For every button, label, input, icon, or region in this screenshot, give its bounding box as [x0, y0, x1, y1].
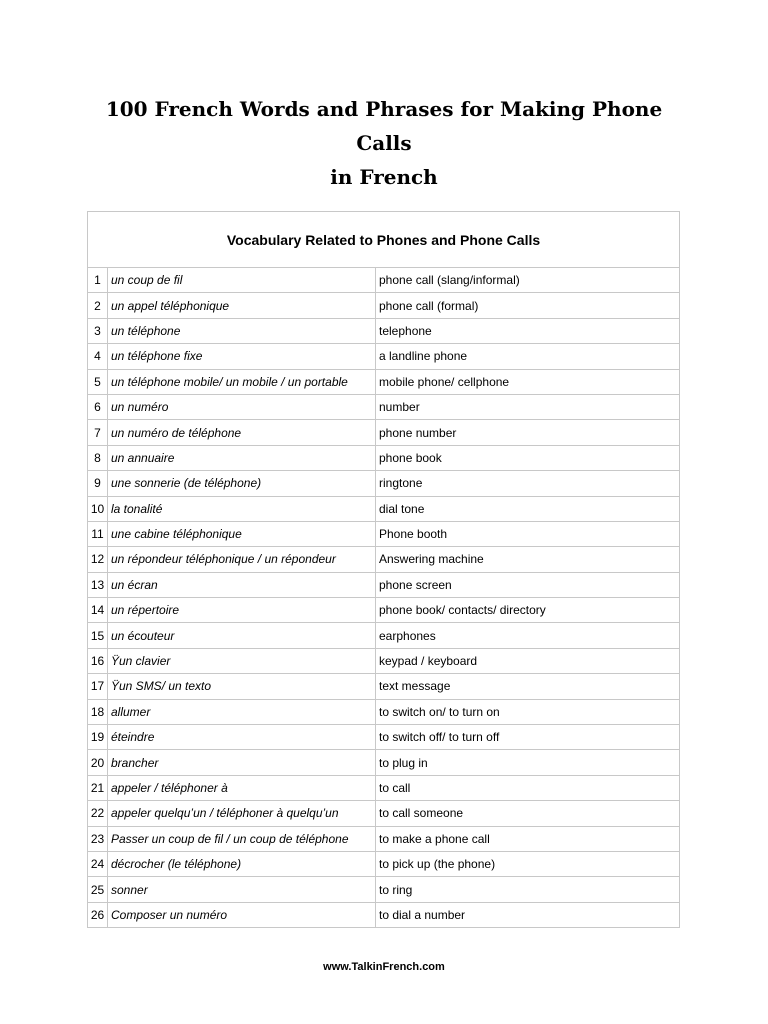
row-number: 19: [88, 725, 108, 750]
table-row: [88, 699, 680, 724]
table-row: [88, 496, 680, 521]
row-number: 14: [88, 598, 108, 623]
table-row: [88, 471, 680, 496]
page-title: [84, 92, 684, 194]
row-number: 17: [88, 674, 108, 699]
french-term: un coup de fil: [108, 268, 376, 293]
table-row: [88, 598, 680, 623]
english-translation: phone book: [376, 445, 680, 470]
row-number: 24: [88, 851, 108, 876]
french-term: un écran: [108, 572, 376, 597]
table-row: [88, 851, 680, 876]
french-term: une cabine téléphonique: [108, 521, 376, 546]
english-translation: to dial a number: [376, 902, 680, 927]
table-heading: Vocabulary Related to Phones and Phone Calls: [88, 212, 680, 268]
english-translation: to make a phone call: [376, 826, 680, 851]
row-number: 20: [88, 750, 108, 775]
row-number: 22: [88, 801, 108, 826]
english-translation: ringtone: [376, 471, 680, 496]
french-term: Composer un numéro: [108, 902, 376, 927]
table-row: [88, 394, 680, 419]
french-term: un numéro de téléphone: [108, 420, 376, 445]
english-translation: number: [376, 394, 680, 419]
french-term: un annuaire: [108, 445, 376, 470]
french-term: un répertoire: [108, 598, 376, 623]
english-translation: keypad / keyboard: [376, 648, 680, 673]
table-row: [88, 801, 680, 826]
table-row: [88, 521, 680, 546]
table-row: [88, 420, 680, 445]
row-number: 13: [88, 572, 108, 597]
row-number: 4: [88, 344, 108, 369]
french-term: un répondeur téléphonique / un répondeur: [108, 547, 376, 572]
row-number: 25: [88, 877, 108, 902]
row-number: 10: [88, 496, 108, 521]
english-translation: Phone booth: [376, 521, 680, 546]
french-term: un appel téléphonique: [108, 293, 376, 318]
row-number: 3: [88, 318, 108, 343]
french-term: un écouteur: [108, 623, 376, 648]
row-number: 11: [88, 521, 108, 546]
table-row: [88, 648, 680, 673]
vocabulary-table: [87, 211, 680, 928]
row-number: 6: [88, 394, 108, 419]
table-row: [88, 750, 680, 775]
table-row: [88, 293, 680, 318]
row-number: 15: [88, 623, 108, 648]
footer-url: www.TalkinFrench.com: [323, 961, 445, 973]
table-row: [88, 445, 680, 470]
english-translation: Answering machine: [376, 547, 680, 572]
french-term: une sonnerie (de téléphone): [108, 471, 376, 496]
french-term: Ÿun clavier: [108, 648, 376, 673]
french-term: appeler / téléphoner à: [108, 775, 376, 800]
french-term: décrocher (le téléphone): [108, 851, 376, 876]
table-body: [88, 268, 680, 928]
row-number: 18: [88, 699, 108, 724]
row-number: 8: [88, 445, 108, 470]
english-translation: phone call (formal): [376, 293, 680, 318]
row-number: 5: [88, 369, 108, 394]
french-term: Ÿun SMS/ un texto: [108, 674, 376, 699]
row-number: 21: [88, 775, 108, 800]
english-translation: to ring: [376, 877, 680, 902]
english-translation: to plug in: [376, 750, 680, 775]
french-term: un téléphone mobile/ un mobile / un portable: [108, 369, 376, 394]
english-translation: phone call (slang/informal): [376, 268, 680, 293]
english-translation: phone screen: [376, 572, 680, 597]
english-translation: phone book/ contacts/ directory: [376, 598, 680, 623]
english-translation: earphones: [376, 623, 680, 648]
table-row: [88, 725, 680, 750]
table-row: [88, 572, 680, 597]
french-term: appeler quelqu’un / téléphoner à quelqu’un: [108, 801, 376, 826]
title-line-1: 100 French Words and Phrases for Making Phone Calls: [105, 97, 663, 155]
table-row: [88, 902, 680, 927]
english-translation: to call someone: [376, 801, 680, 826]
row-number: 7: [88, 420, 108, 445]
row-number: 2: [88, 293, 108, 318]
english-translation: telephone: [376, 318, 680, 343]
row-number: 12: [88, 547, 108, 572]
english-translation: a landline phone: [376, 344, 680, 369]
row-number: 23: [88, 826, 108, 851]
english-translation: to pick up (the phone): [376, 851, 680, 876]
french-term: Passer un coup de fil / un coup de téléphone: [108, 826, 376, 851]
table-row: [88, 623, 680, 648]
french-term: un téléphone fixe: [108, 344, 376, 369]
table-row: [88, 344, 680, 369]
table-row: [88, 674, 680, 699]
english-translation: to call: [376, 775, 680, 800]
french-term: la tonalité: [108, 496, 376, 521]
french-term: brancher: [108, 750, 376, 775]
table-row: [88, 318, 680, 343]
table-row: [88, 547, 680, 572]
french-term: éteindre: [108, 725, 376, 750]
table-heading-row: [88, 212, 680, 268]
table-row: [88, 877, 680, 902]
french-term: un téléphone: [108, 318, 376, 343]
table-row: [88, 369, 680, 394]
title-line-2: in French: [330, 165, 438, 189]
row-number: 9: [88, 471, 108, 496]
row-number: 16: [88, 648, 108, 673]
table-row: [88, 268, 680, 293]
english-translation: to switch off/ to turn off: [376, 725, 680, 750]
french-term: un numéro: [108, 394, 376, 419]
row-number: 1: [88, 268, 108, 293]
row-number: 26: [88, 902, 108, 927]
english-translation: mobile phone/ cellphone: [376, 369, 680, 394]
french-term: allumer: [108, 699, 376, 724]
english-translation: to switch on/ to turn on: [376, 699, 680, 724]
french-term: sonner: [108, 877, 376, 902]
table-row: [88, 826, 680, 851]
table-row: [88, 775, 680, 800]
english-translation: text message: [376, 674, 680, 699]
english-translation: dial tone: [376, 496, 680, 521]
english-translation: phone number: [376, 420, 680, 445]
